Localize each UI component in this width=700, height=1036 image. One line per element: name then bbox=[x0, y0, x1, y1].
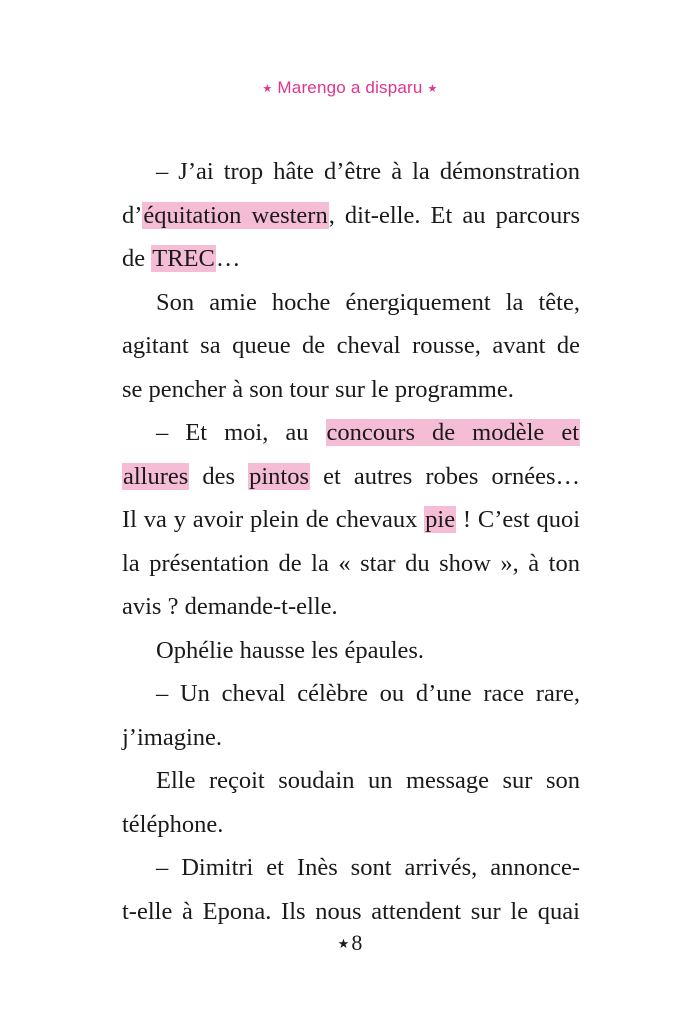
text-line bbox=[122, 803, 580, 847]
text-run: … bbox=[215, 245, 241, 272]
text-run: – Dimitri et Inès sont arrivés, annonce- bbox=[156, 854, 580, 881]
running-head bbox=[0, 78, 700, 98]
text-line bbox=[122, 150, 580, 194]
highlighted-term: pie bbox=[425, 506, 456, 533]
text-run: des bbox=[189, 462, 249, 490]
text-line bbox=[122, 324, 580, 368]
text-line bbox=[122, 716, 580, 760]
text-line bbox=[122, 455, 580, 499]
text-line bbox=[122, 498, 580, 542]
page-footer bbox=[0, 930, 700, 956]
text-run: se pencher à son tour sur le programme. bbox=[122, 375, 514, 403]
text-run: ! C’est quoi bbox=[456, 506, 581, 533]
star-icon: ★ bbox=[262, 83, 273, 95]
text-line bbox=[122, 542, 580, 586]
text-run: Elle reçoit soudain un message sur son bbox=[156, 767, 580, 794]
star-icon: ★ bbox=[427, 83, 438, 95]
text-run: j’imagine. bbox=[122, 723, 223, 751]
text-run: la présentation de la « star du show », à ton bbox=[122, 549, 580, 577]
text-line bbox=[122, 194, 580, 238]
text-line bbox=[122, 411, 580, 455]
text-run: Son amie hoche énergiquement la tête, bbox=[156, 288, 580, 316]
text-run: Ophélie hausse les épaules. bbox=[156, 636, 425, 664]
text-line bbox=[122, 890, 580, 934]
star-icon: ★ bbox=[337, 936, 350, 951]
text-line bbox=[122, 672, 580, 716]
page-number: 8 bbox=[351, 930, 363, 955]
text-run: agitant sa queue de cheval rousse, avant de bbox=[122, 332, 580, 359]
text-line bbox=[122, 759, 580, 803]
book-title: Marengo a disparu bbox=[277, 78, 423, 97]
text-line bbox=[122, 846, 580, 890]
text-run: t-elle à Epona. Ils nous attendent sur le quai bbox=[122, 897, 580, 925]
text-line bbox=[122, 281, 580, 325]
text-line bbox=[122, 585, 580, 629]
text-run: , dit-elle. Et au parcours bbox=[328, 201, 580, 229]
highlighted-term: allures bbox=[123, 462, 189, 490]
text-line bbox=[122, 368, 580, 412]
text-line bbox=[122, 237, 580, 281]
text-run: – Et moi, au bbox=[156, 419, 326, 446]
highlighted-term: pintos bbox=[249, 462, 310, 490]
text-run: Il va y avoir plein de chevaux bbox=[122, 506, 425, 533]
text-run: d’ bbox=[122, 201, 143, 229]
highlighted-term: équitation western bbox=[143, 201, 328, 229]
highlighted-term: TREC bbox=[152, 245, 215, 272]
text-run: – J’ai trop hâte d’être à la démonstration bbox=[156, 158, 580, 185]
body-text bbox=[122, 150, 580, 933]
text-line bbox=[122, 629, 580, 673]
text-run: avis ? demande-t-elle. bbox=[122, 593, 338, 620]
text-run: et autres robes ornées… bbox=[310, 462, 580, 490]
text-run: téléphone. bbox=[122, 810, 224, 838]
text-run: – Un cheval célèbre ou d’une race rare, bbox=[156, 680, 580, 707]
highlighted-term: concours de modèle et bbox=[326, 419, 579, 446]
text-run: de bbox=[122, 245, 152, 272]
